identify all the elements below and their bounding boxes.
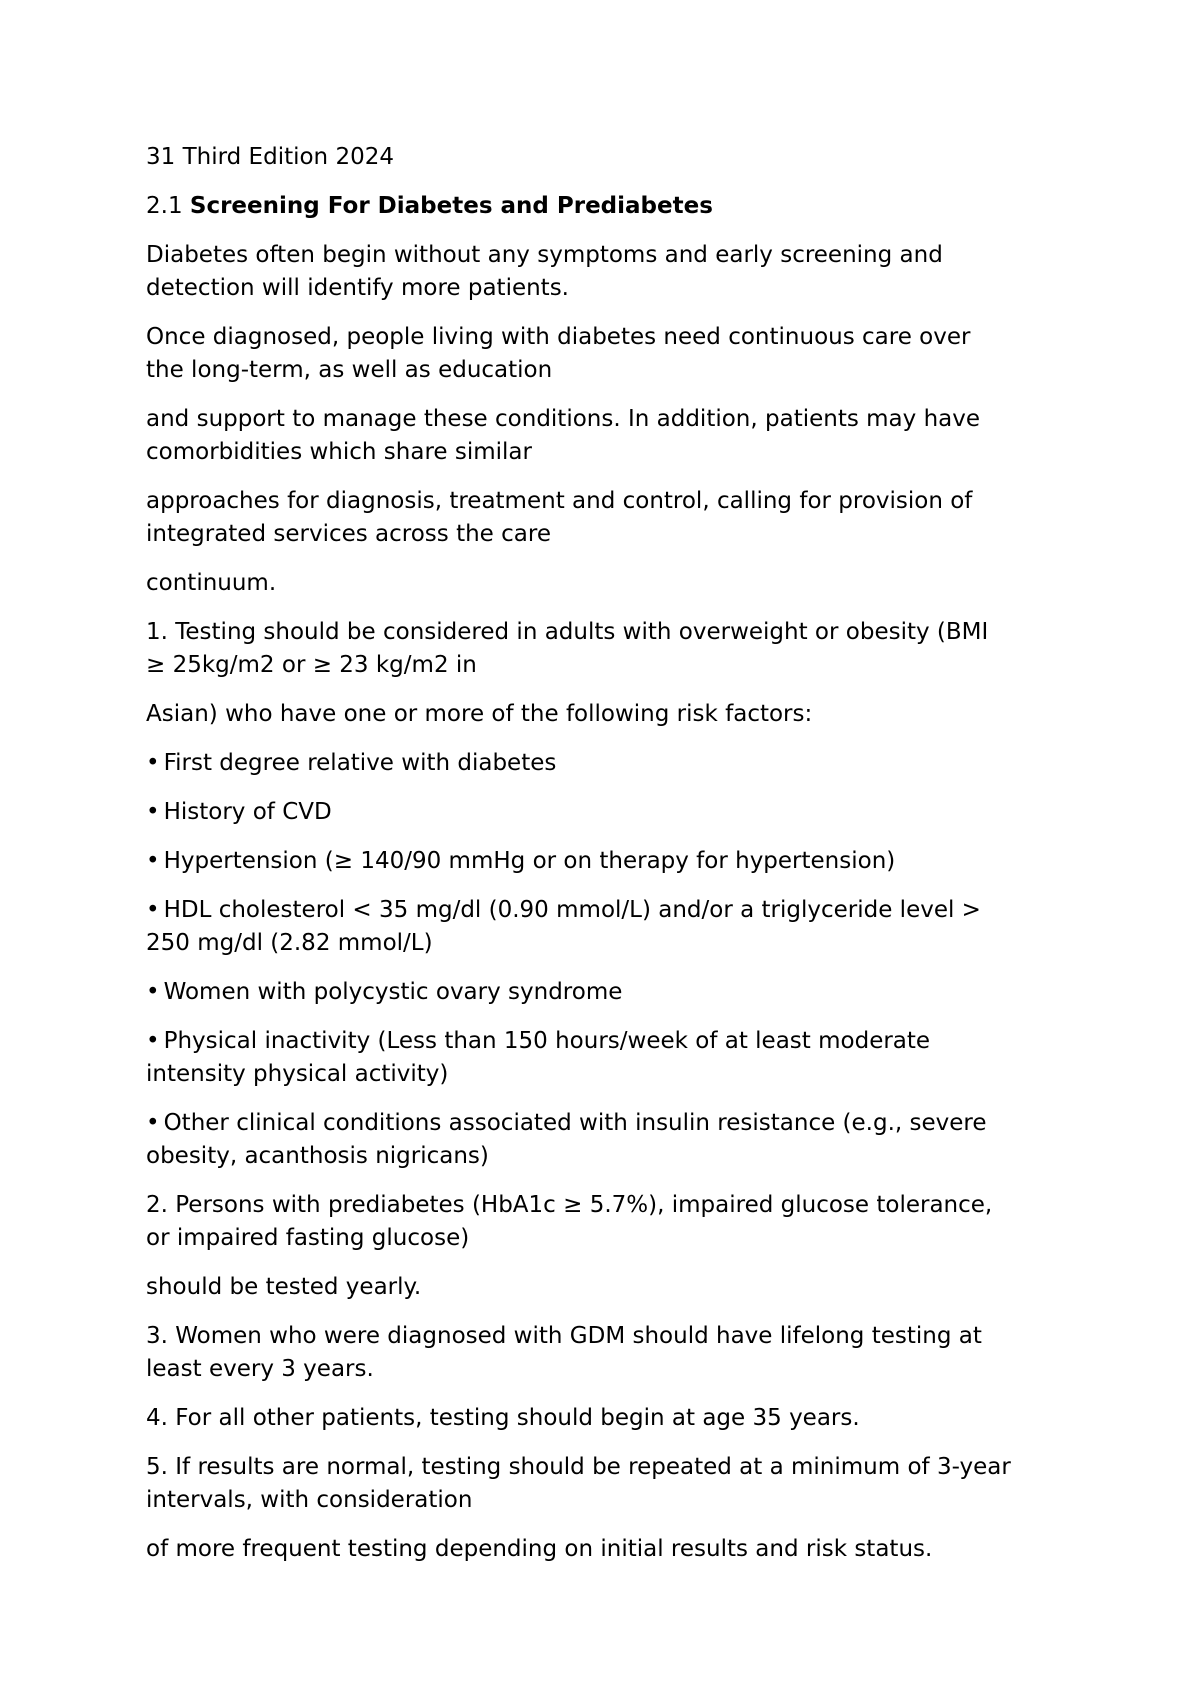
paragraph: 5. If results are normal, testing should be repeated at a minimum of 3-year intervals, with consideration xyxy=(146,1454,1011,1513)
section-heading xyxy=(146,190,1076,223)
paragraph: 2. Persons with prediabetes (HbA1c ≥ 5.7%), impaired glucose tolerance, or impaired fasting glucose) xyxy=(146,1192,993,1251)
paragraph: Asian) who have one or more of the following risk factors: xyxy=(146,701,813,727)
paragraph: 3. Women who were diagnosed with GDM should have lifelong testing at least every 3 years. xyxy=(146,1323,982,1382)
paragraph: continuum. xyxy=(146,570,277,596)
risk-factor-item xyxy=(146,796,1076,829)
paragraph: 1. Testing should be considered in adults with overweight or obesity (BMI ≥ 25kg/m2 or ≥ 23 kg/m2 in xyxy=(146,619,989,678)
risk-factor-item xyxy=(146,1107,1076,1173)
paragraph: Diabetes often begin without any symptoms and early screening and detection will identify more patients. xyxy=(146,242,943,301)
risk-factor-text: First degree relative with diabetes xyxy=(163,750,557,776)
document-page xyxy=(146,141,1076,1582)
risk-factor-text: Physical inactivity (Less than 150 hours/week of at least moderate intensity physical activity) xyxy=(146,1028,931,1087)
risk-factor-text: Women with polycystic ovary syndrome xyxy=(163,979,623,1005)
risk-factor-item xyxy=(146,747,1076,780)
risk-factor-item xyxy=(146,894,1076,960)
paragraph: of more frequent testing depending on initial results and risk status. xyxy=(146,1536,933,1562)
bullet-icon: • xyxy=(146,750,160,776)
risk-factor-text: HDL cholesterol < 35 mg/dl (0.90 mmol/L) and/or a triglyceride level > 250 mg/dl (2.82 mmol/L) xyxy=(146,897,981,956)
paragraph: and support to manage these conditions. In addition, patients may have comorbidities which share similar xyxy=(146,406,980,465)
bullet-icon: • xyxy=(146,979,160,1005)
risk-factor-text: History of CVD xyxy=(163,799,332,825)
paragraph: Once diagnosed, people living with diabetes need continuous care over the long-term, as well as education xyxy=(146,324,971,383)
page-header: 31 Third Edition 2024 xyxy=(146,144,394,170)
section-number: 2.1 xyxy=(146,193,183,219)
risk-factor-item xyxy=(146,976,1076,1009)
risk-factor-text: Hypertension (≥ 140/90 mmHg or on therapy for hypertension) xyxy=(163,848,896,874)
risk-factor-text: Other clinical conditions associated with insulin resistance (e.g., severe obesity, acanthosis nigricans) xyxy=(146,1110,987,1169)
section-title: Screening For Diabetes and Prediabetes xyxy=(189,193,713,219)
bullet-icon: • xyxy=(146,897,160,923)
bullet-icon: • xyxy=(146,1110,160,1136)
risk-factor-item xyxy=(146,845,1076,878)
bullet-icon: • xyxy=(146,799,160,825)
bullet-icon: • xyxy=(146,848,160,874)
paragraph: 4. For all other patients, testing should begin at age 35 years. xyxy=(146,1405,860,1431)
paragraph: approaches for diagnosis, treatment and control, calling for provision of integrated services across the care xyxy=(146,488,973,547)
risk-factor-item xyxy=(146,1025,1076,1091)
bullet-icon: • xyxy=(146,1028,160,1054)
paragraph: should be tested yearly. xyxy=(146,1274,422,1300)
